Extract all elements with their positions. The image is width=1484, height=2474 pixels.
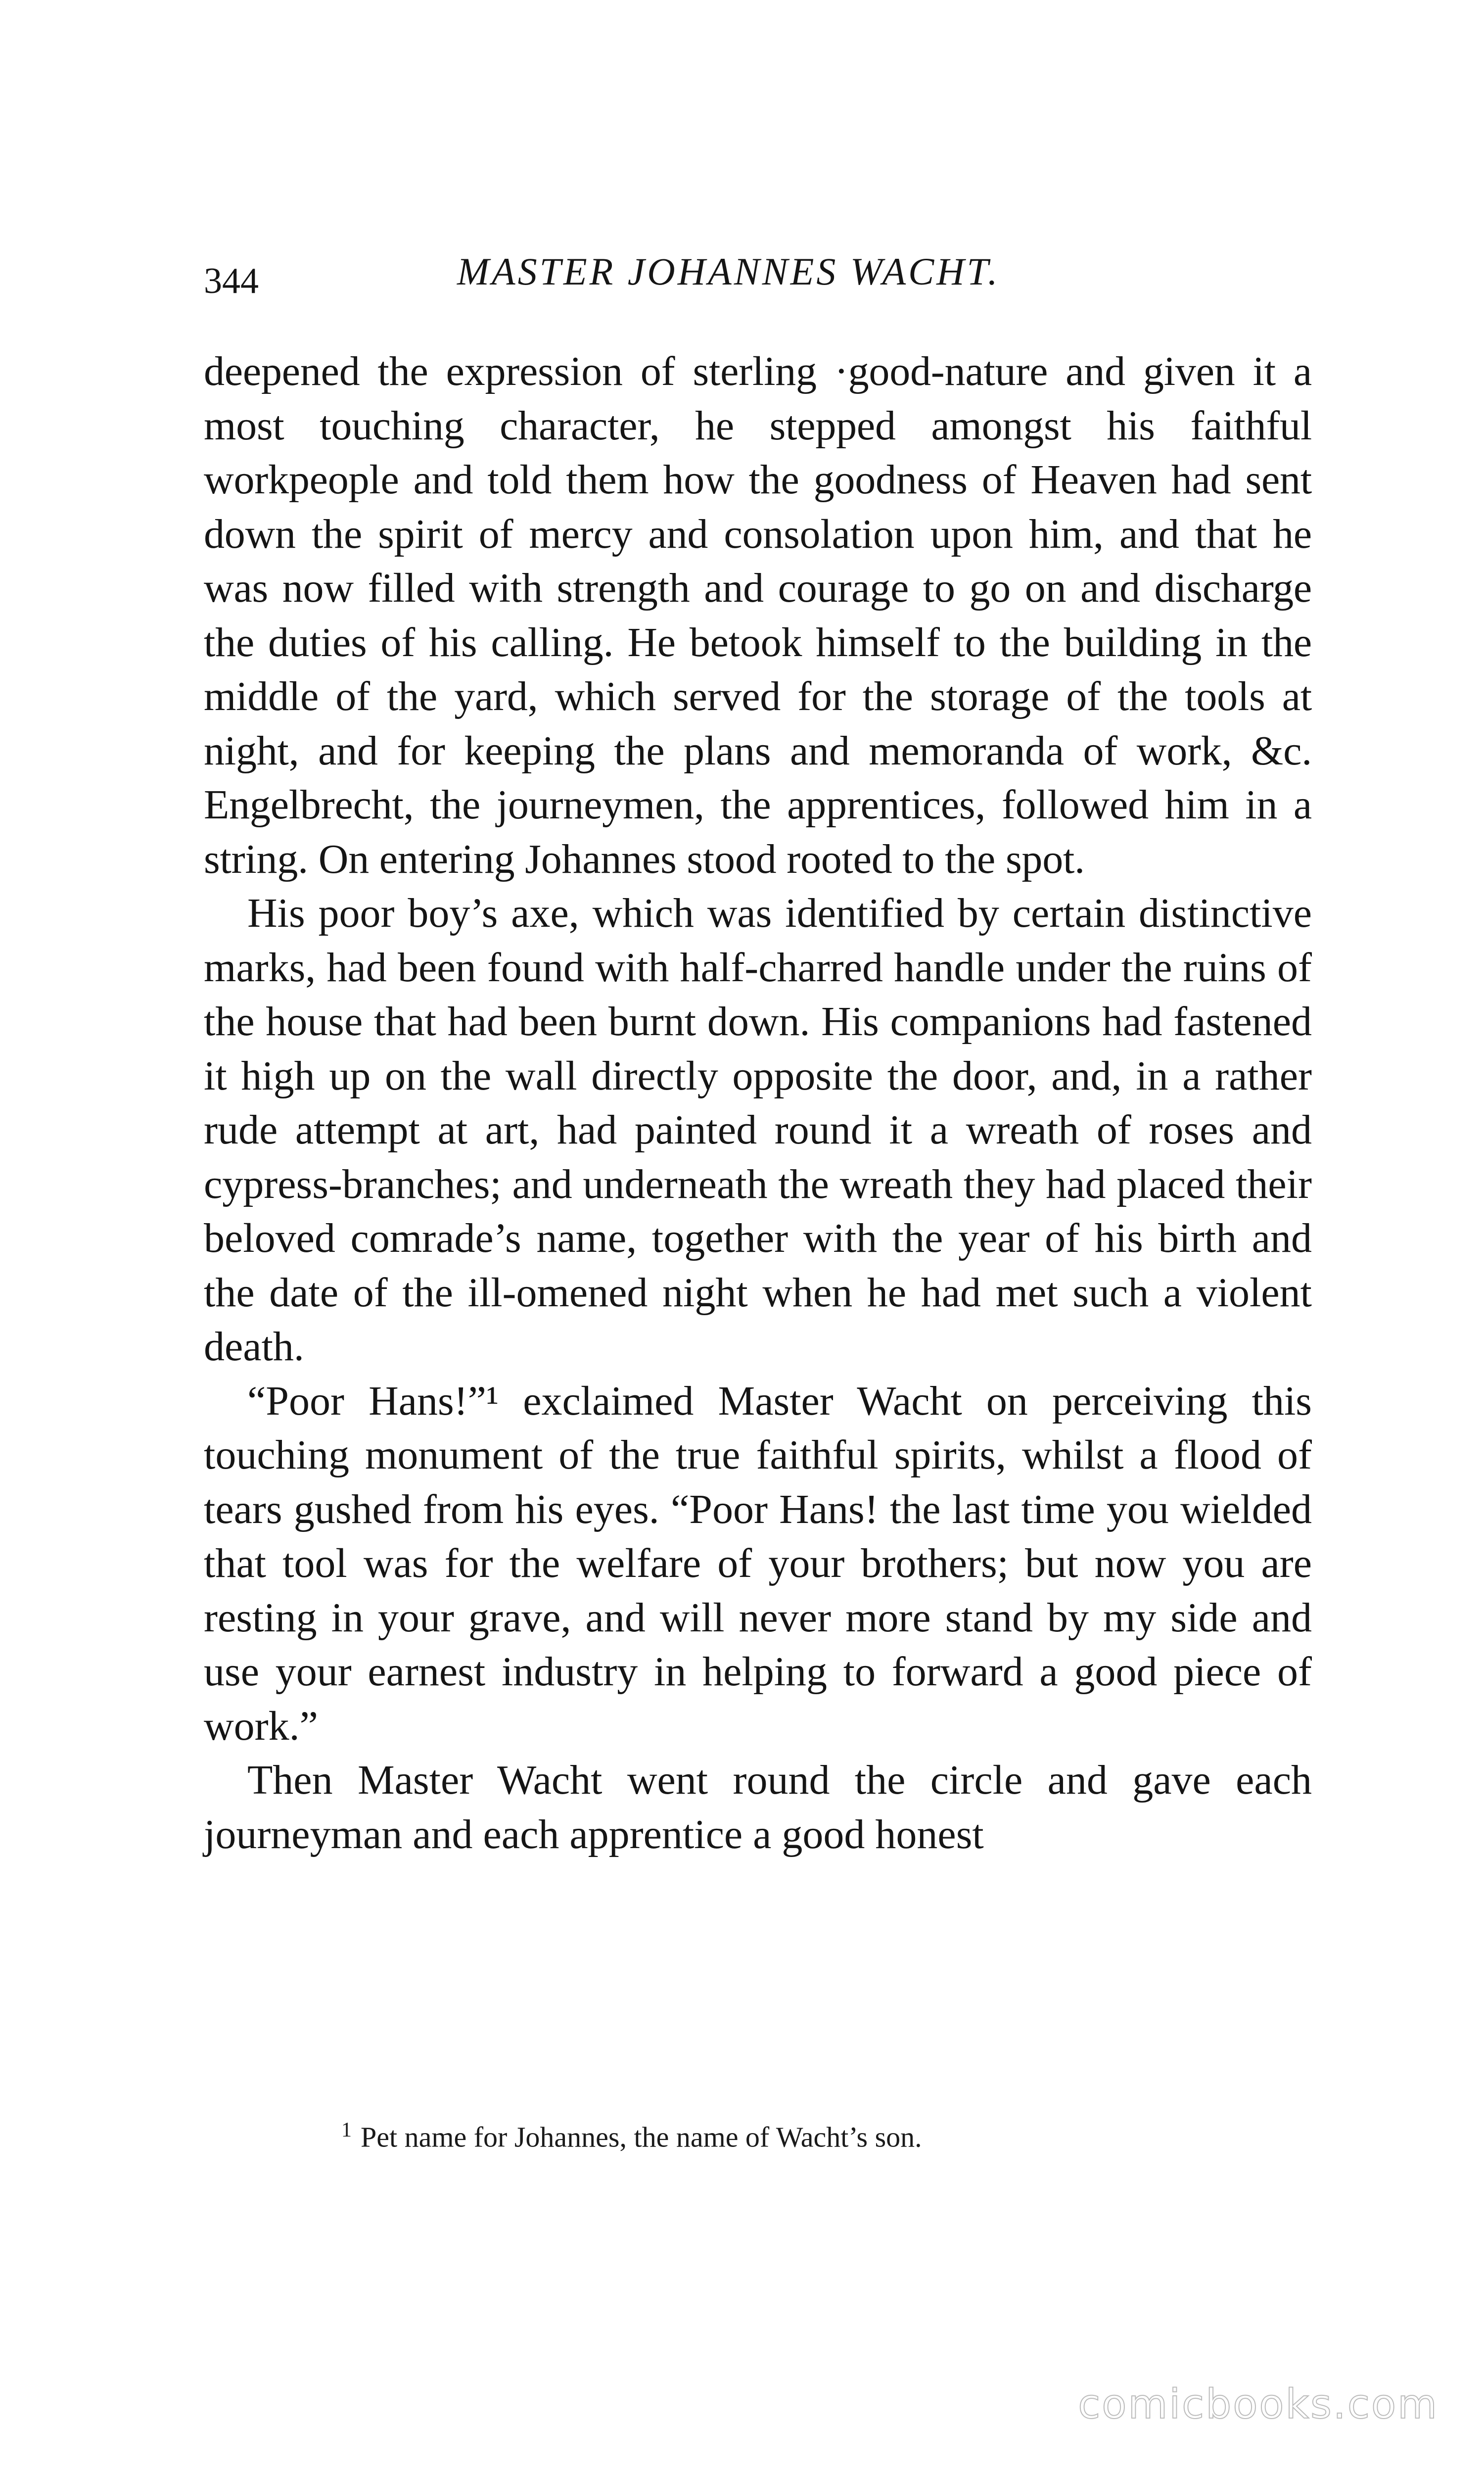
watermark: comicbooks.com: [1078, 2381, 1438, 2428]
page-number: 344: [204, 261, 259, 301]
paragraph-2: His poor boy’s axe, which was identified by certain distinctive marks, had been found with half-charred handle under the ruins of the house that had been burnt down. His companions had fastened it high up on the wall directly opposite the door, and, in a rather rude attempt at art, had painted round it a wreath of roses and cypress-branches; and underneath the wreath they had placed their beloved comrade’s name, together with the year of his birth and the date of the ill-omened night when he had met such a violent death.: [204, 890, 1312, 1370]
page-header: [204, 244, 1312, 309]
footnote: [341, 2110, 922, 2157]
footnote-text: Pet name for Johannes, the name of Wacht’s son.: [361, 2121, 922, 2153]
paragraph-4: Then Master Wacht went round the circle and gave each journeyman and each apprentice a good honest: [204, 1757, 1312, 1857]
running-head: MASTER JOHANNES WACHT.: [457, 250, 1000, 293]
footnote-marker: 1: [341, 2119, 352, 2141]
paragraph-1: deepened the expression of sterling ·good-nature and given it a most touching character, he stepped amongst his faithful workpeople and told them how the goodness of Heaven had sent down the spirit of mercy and consolation upon him, and that he was now filled with strength and courage to go on and discharge the duties of his calling. He betook himself to the building in the middle of the yard, which served for the storage of the tools at night, and for keeping the plans and memoranda of work, &c. Engelbrecht, the journeymen, the apprentices, followed him in a string. On entering Johannes stood rooted to the spot.: [204, 348, 1312, 882]
paragraph-3: “Poor Hans!”¹ exclaimed Master Wacht on perceiving this touching monument of the true faithful spirits, whilst a flood of tears gushed from his eyes. “Poor Hans! the last time you wielded that tool was for the welfare of your brothers; but now you are resting in your grave, and will never more stand by my side and use your earnest industry in helping to forward a good piece of work.”: [204, 1378, 1312, 1749]
body-text: [204, 344, 1312, 1861]
